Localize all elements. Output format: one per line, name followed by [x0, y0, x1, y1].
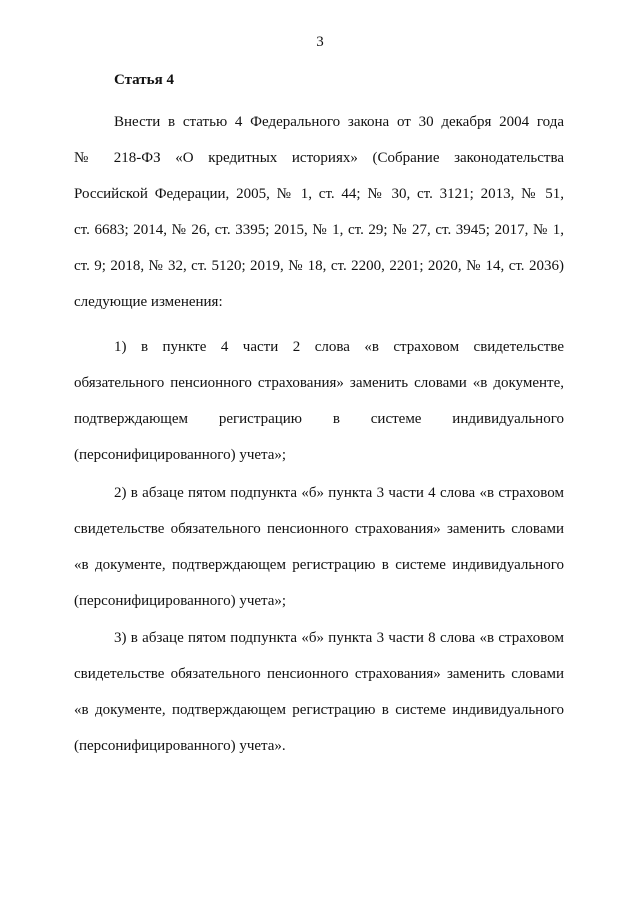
item-2-line: «в документе, подтверждающем регистрацию в системе индивидуального	[74, 557, 564, 573]
intro-line: № 218-ФЗ «О кредитных историях» (Собрание законодательства	[74, 150, 564, 166]
item-1-line: 1) в пункте 4 части 2 слова «в страховом свидетельстве	[114, 339, 564, 355]
intro-line: Российской Федерации, 2005, № 1, ст. 44; № 30, ст. 3121; 2013, № 51,	[74, 186, 564, 202]
item-3-line: «в документе, подтверждающем регистрацию в системе индивидуального	[74, 702, 564, 718]
item-2-line: 2) в абзаце пятом подпункта «б» пункта 3 части 4 слова «в страховом	[114, 485, 564, 501]
intro-line: ст. 9; 2018, № 32, ст. 5120; 2019, № 18, ст. 2200, 2201; 2020, № 14, ст. 2036)	[74, 258, 564, 274]
article-heading: Статья 4	[114, 72, 174, 88]
item-2-line: (персонифицированного) учета»;	[74, 593, 287, 609]
intro-line: Внести в статью 4 Федерального закона от 30 декабря 2004 года	[114, 114, 564, 130]
intro-line: ст. 6683; 2014, № 26, ст. 3395; 2015, № 1, ст. 29; № 27, ст. 3945; 2017, № 1,	[74, 222, 564, 238]
item-3-line: 3) в абзаце пятом подпункта «б» пункта 3 части 8 слова «в страховом	[114, 630, 564, 646]
item-3-line: (персонифицированного) учета».	[74, 738, 286, 754]
page-number: 3	[316, 34, 324, 50]
item-1-line: подтверждающем регистрацию в системе индивидуального	[74, 411, 564, 427]
item-1-line: (персонифицированного) учета»;	[74, 447, 287, 463]
item-2-line: свидетельстве обязательного пенсионного страхования» заменить словами	[74, 521, 564, 537]
intro-line: следующие изменения:	[74, 294, 223, 310]
item-1-line: обязательного пенсионного страхования» заменить словами «в документе,	[74, 375, 564, 391]
item-3-line: свидетельстве обязательного пенсионного страхования» заменить словами	[74, 666, 564, 682]
